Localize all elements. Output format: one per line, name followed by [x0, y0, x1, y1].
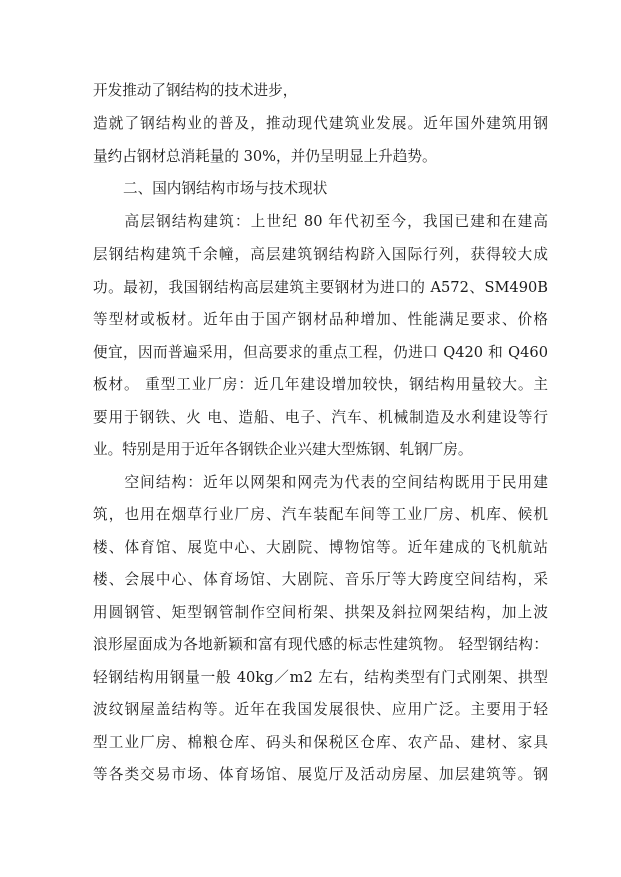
paragraph-line: 造就了钢结构业的普及，推动现代建筑业发展。近年国外建筑用钢 [93, 115, 548, 132]
paragraph-line: 等各类交易市场、体育场馆、展览厅及活动房屋、加层建筑等。钢 [93, 766, 548, 783]
paragraph-line: 浪形屋面成为各地新颖和富有现代感的标志性建筑物。 轻型钢结构： [93, 636, 548, 653]
section-heading: 二、国内钢结构市场与技术现状 [123, 180, 328, 197]
paragraph-line: 要用于钢铁、火 电、造船、电子、汽车、机械制造及水利建设等行 [93, 409, 548, 426]
paragraph-line: 便宜，因而普遍采用，但高要求的重点工程，仍进口 Q420 和 Q460 [93, 344, 548, 361]
paragraph-line: 型工业厂房、棉粮仓库、码头和保税区仓库、农产品、建材、家具 [93, 734, 548, 751]
paragraph-line: 筑，也用在烟草行业厂房、汽车装配车间等工业厂房、机库、候机 [93, 506, 548, 523]
paragraph-line: 板材。 重型工业厂房：近几年建设增加较快，钢结构用量较大。主 [93, 376, 548, 393]
paragraph-line: 开发推动了钢结构的技术进步， [93, 82, 298, 99]
paragraph-line: 楼、体育馆、展览中心、大剧院、博物馆等。近年建成的飞机航站 [93, 539, 548, 556]
paragraph-line: 功。最初，我国钢结构高层建筑主要钢材为进口的 A572、SM490B [93, 279, 548, 296]
paragraph-line: 高层钢结构建筑：上世纪 80 年代初至今，我国已建和在建高 [93, 213, 548, 230]
paragraph-line: 波纹钢屋盖结构等。近年在我国发展很快、应用广泛。主要用于轻 [93, 701, 548, 718]
paragraph-line: 空间结构：近年以网架和网壳为代表的空间结构既用于民用建 [93, 474, 548, 491]
paragraph-line: 等型材或板材。近年由于国产钢材品种增加、性能满足要求、价格 [93, 311, 548, 328]
paragraph-line: 楼、会展中心、体育场馆、大剧院、音乐厅等大跨度空间结构，采 [93, 571, 548, 588]
paragraph-line: 业。特别是用于近年各钢铁企业兴建大型炼钢、轧钢厂房。 [93, 441, 473, 458]
paragraph-line: 轻钢结构用钢量一般 40kg／m2 左右，结构类型有门式刚架、拱型 [93, 669, 548, 686]
paragraph-line: 用圆钢管、矩型钢管制作空间桁架、拱架及斜拉网架结构，加上波 [93, 604, 548, 621]
paragraph-line: 量约占钢材总消耗量的 30%，并仍呈明显上升趋势。 [93, 148, 437, 165]
paragraph-line: 层钢结构建筑千余幢，高层建筑钢结构跻入国际行列，获得较大成 [93, 246, 548, 263]
